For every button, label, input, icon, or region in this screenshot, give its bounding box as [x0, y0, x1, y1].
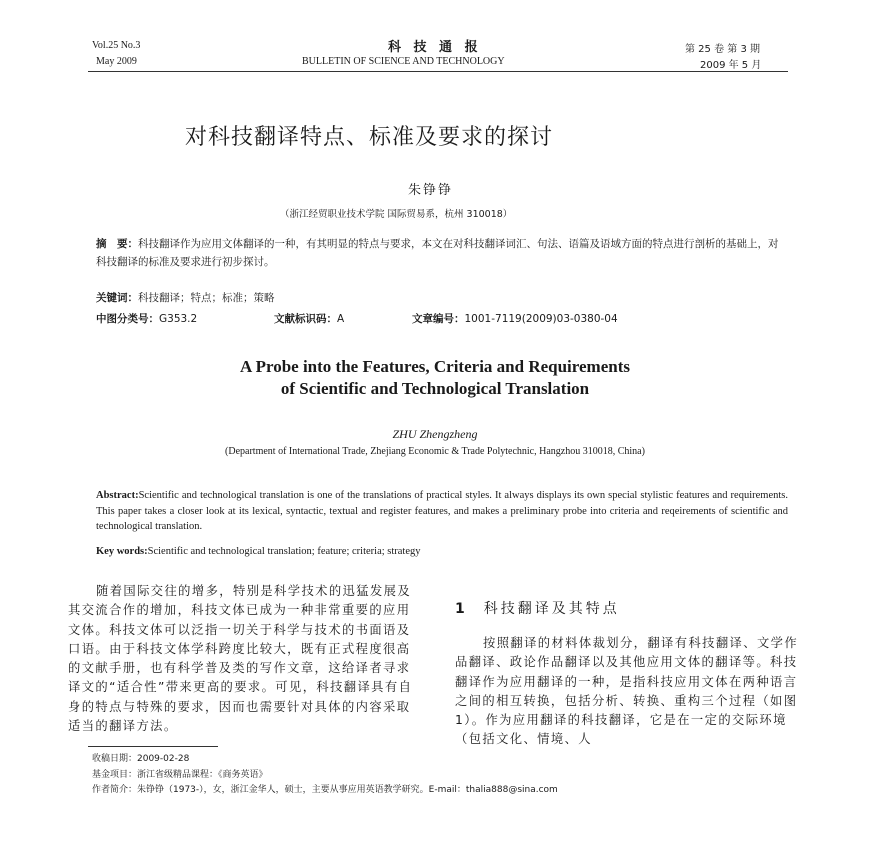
- classification-label: 中图分类号：: [96, 313, 159, 325]
- author-bio: 作者简介：朱铮铮（1973-），女，浙江金华人，硕士，主要从事应用英语教学研究。E-mail：thalia888@sina.com: [92, 785, 558, 795]
- received-date: 收稿日期：2009-02-28: [92, 754, 190, 764]
- classification-value: G353.2: [159, 313, 198, 325]
- date-cn: 2009 年 5 月: [700, 60, 762, 71]
- section-heading: [455, 598, 620, 618]
- abstract-en-text: Scientific and technological translation is one of the translations of practical styles. It always displays its own special stylistic features and requirements. This paper takes a closer look at its lexical, syntactic, textual and register features, and makes a preliminary probe into criteria and reqeirements of scientific and technological translation.: [96, 490, 788, 532]
- funding: 基金项目：浙江省级精品课程：《商务英语》: [92, 769, 268, 780]
- keywords-cn-label: 关键词：: [96, 292, 138, 304]
- affiliation-cn: （浙江经贸职业技术学院 国际贸易系，杭州 310018）: [280, 209, 513, 220]
- title-en-line: of Scientific and Technological Translation: [280, 379, 590, 398]
- abstract-en-label: Abstract:: [96, 490, 139, 501]
- author-cn: 朱铮铮: [408, 183, 454, 198]
- title-cn: 对科技翻译特点、标准及要求的探讨: [185, 125, 554, 150]
- header-rule: [88, 71, 788, 72]
- section-paragraph: 按照翻译的材料体裁划分，翻译有科技翻译、文学作品翻译、政论作品翻译以及其他应用文体的翻译等。科技翻译作为应用翻译的一种，是指科技应用文体在两种语言之间的相互转换，包括分析、转换、重构三个过程（如图1）。作为应用翻译的科技翻译，它是在一定的交际环境（包括文化、情境、人: [455, 636, 799, 747]
- document-code-label: 文献标识码：: [274, 313, 337, 325]
- document-code: [274, 311, 344, 326]
- title-en: [0, 356, 870, 400]
- article-number-value: 1001-7119(2009)03-0380-04: [464, 313, 618, 325]
- abstract-cn-label: 摘 要：: [96, 238, 138, 250]
- keywords-cn: [96, 290, 275, 305]
- article-number: [412, 311, 618, 326]
- affiliation-en: (Department of International Trade, Zhejiang Economic & Trade Polytechnic, Hangzhou 310018, China): [225, 446, 645, 457]
- article-number-label: 文章编号：: [412, 313, 465, 325]
- keywords-en-text: Scientific and technological translation; feature; criteria; strategy: [147, 546, 421, 557]
- title-en-line: A Probe into the Features, Criteria and Requirements: [239, 357, 630, 376]
- author-en: ZHU Zhengzheng: [392, 427, 478, 441]
- abstract-en: [96, 488, 788, 535]
- keywords-cn-text: 科技翻译；特点；标准；策略: [138, 292, 275, 304]
- section-number: 1: [455, 601, 468, 617]
- document-code-value: A: [337, 313, 345, 325]
- footnote-rule: [88, 746, 218, 747]
- abstract-cn: [96, 235, 786, 271]
- section-title: 科技翻译及其特点: [483, 601, 620, 617]
- journal-name-en: BULLETIN OF SCIENCE AND TECHNOLOGY: [302, 56, 505, 67]
- keywords-en: [96, 546, 421, 557]
- abstract-cn-text: 科技翻译作为应用文体翻译的一种，有其明显的特点与要求，本文在对科技翻译词汇、句法、语篇及语域方面的特点进行剖析的基础上，对科技翻译的标准及要求进行初步探讨。: [96, 238, 779, 268]
- footnotes: [92, 752, 558, 799]
- keywords-en-label: Key words:: [96, 546, 148, 557]
- issue-cn: 第 25 卷 第 3 期: [685, 44, 760, 55]
- journal-name-cn: 科 技 通 报: [388, 40, 482, 55]
- volume-number: Vol.25 No.3: [92, 40, 141, 51]
- classification-code: [96, 311, 197, 326]
- issue-date: May 2009: [96, 56, 137, 67]
- introduction-paragraph: 随着国际交往的增多，特别是科学技术的迅猛发展及其交流合作的增加，科技文体已成为一种非常重要的应用文体。科技文体可以泛指一切关于科学与技术的书面语及口语。由于科技文体学科跨度比较大，既有正式程度很高的文献手册，也有科学普及类的写作文章，这给译者寻求译文的“适合性”带来更高的要求。可见，科技翻译具有自身的特点与特殊的要求，因而也需要针对具体的内容采取适当的翻译方法。: [68, 584, 413, 734]
